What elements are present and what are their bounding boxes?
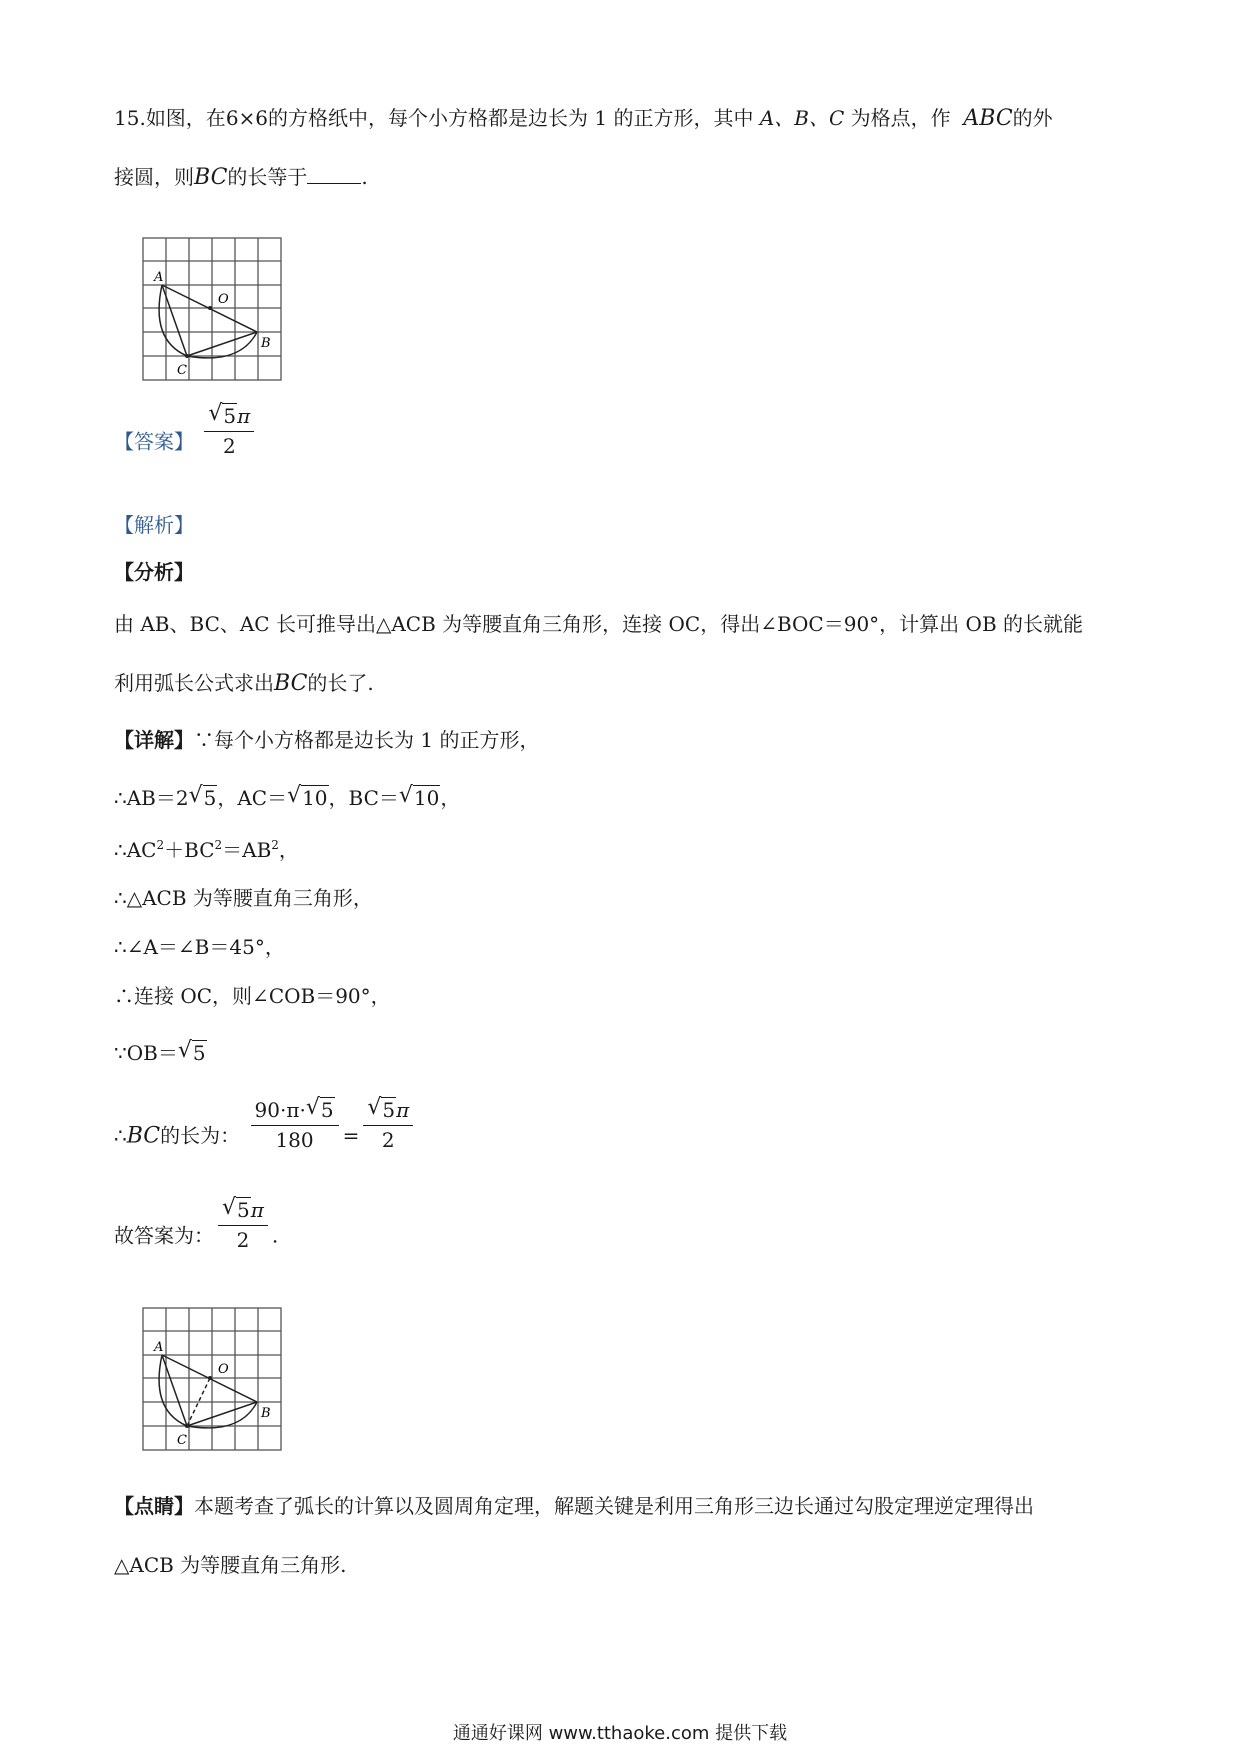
- question-line-2: 接圆，则BC的长等于 .: [114, 165, 368, 190]
- label-b: B: [261, 1406, 271, 1421]
- grid-figure-1: [140, 235, 285, 385]
- fenxi-tag: 【分析】: [114, 560, 194, 584]
- arc-length-fraction: $\frac{90\cdot\pi\cdot√ 5}{180}$: [251, 1096, 339, 1154]
- label-a: A: [154, 270, 164, 285]
- answer-line: [114, 404, 258, 460]
- grid-figure-2: [140, 1305, 285, 1455]
- detail-line-1: 【详解】∵每个小方格都是边长为 1 的正方形，: [114, 728, 540, 752]
- detail-line-6: ∴连接 OC，则∠COB＝90°，: [114, 984, 391, 1008]
- answer-tag: 【答案】: [114, 429, 194, 454]
- detail-line-3: $\therefore AC^2+BC^2=AB^2$，: [114, 838, 299, 862]
- label-b: B: [261, 336, 271, 351]
- answer-blank: [307, 163, 361, 184]
- label-c: C: [177, 363, 187, 378]
- jiexi-tag: 【解析】: [114, 513, 194, 537]
- arc-length-result: √ $\frac{5\pi}{2}$: [363, 1096, 413, 1154]
- final-answer-fraction: √ $\frac{5\pi}{2}$: [218, 1196, 268, 1254]
- detail-line-2: ∴AB＝2√ 5，AC＝√ 10，BC＝√ 10，: [114, 783, 460, 813]
- label-c: C: [177, 1433, 187, 1448]
- label-a: A: [154, 1340, 164, 1355]
- question-line-1: 15.如图，在6×6的方格纸中，每个小方格都是边长为 1 的正方形，其中 A、B、C 为格点，作 ABC的外: [114, 106, 1053, 131]
- page-footer: 通通好课网 www.tthaoke.com 提供下载: [452, 1723, 788, 1744]
- label-o: O: [218, 292, 229, 307]
- detail-line-7: ∵OB＝√ 5: [114, 1038, 207, 1068]
- detail-line-4: ∴△ACB 为等腰直角三角形，: [114, 886, 373, 910]
- dianjing-line-2: △ACB 为等腰直角三角形.: [114, 1553, 347, 1577]
- detail-line-5: ∴∠A＝∠B＝45°，: [114, 935, 285, 959]
- dianjing-line-1: 【点睛】本题考查了弧长的计算以及圆周角定理，解题关键是利用三角形三边长通过勾股定理逆定理得出: [114, 1494, 1034, 1518]
- detail-line-8: ∴BC的长为： $\frac{90\cdot\pi\cdot√ 5}{180}$ = √ $\frac{5\pi}{2}$: [114, 1120, 417, 1154]
- fenxi-line-2: 利用弧长公式求出BC的长了.: [114, 671, 374, 696]
- detail-line-9: 故答案为： √ $\frac{5\pi}{2}$ .: [114, 1220, 278, 1254]
- fenxi-line-1: 由 AB、BC、AC 长可推导出△ACB 为等腰直角三角形，连接 OC，得出∠BOC＝90°，计算出 OB 的长就能: [114, 612, 1083, 636]
- label-o: O: [218, 1362, 229, 1377]
- answer-fraction: √ $\frac{5\pi}{2}$: [204, 402, 254, 460]
